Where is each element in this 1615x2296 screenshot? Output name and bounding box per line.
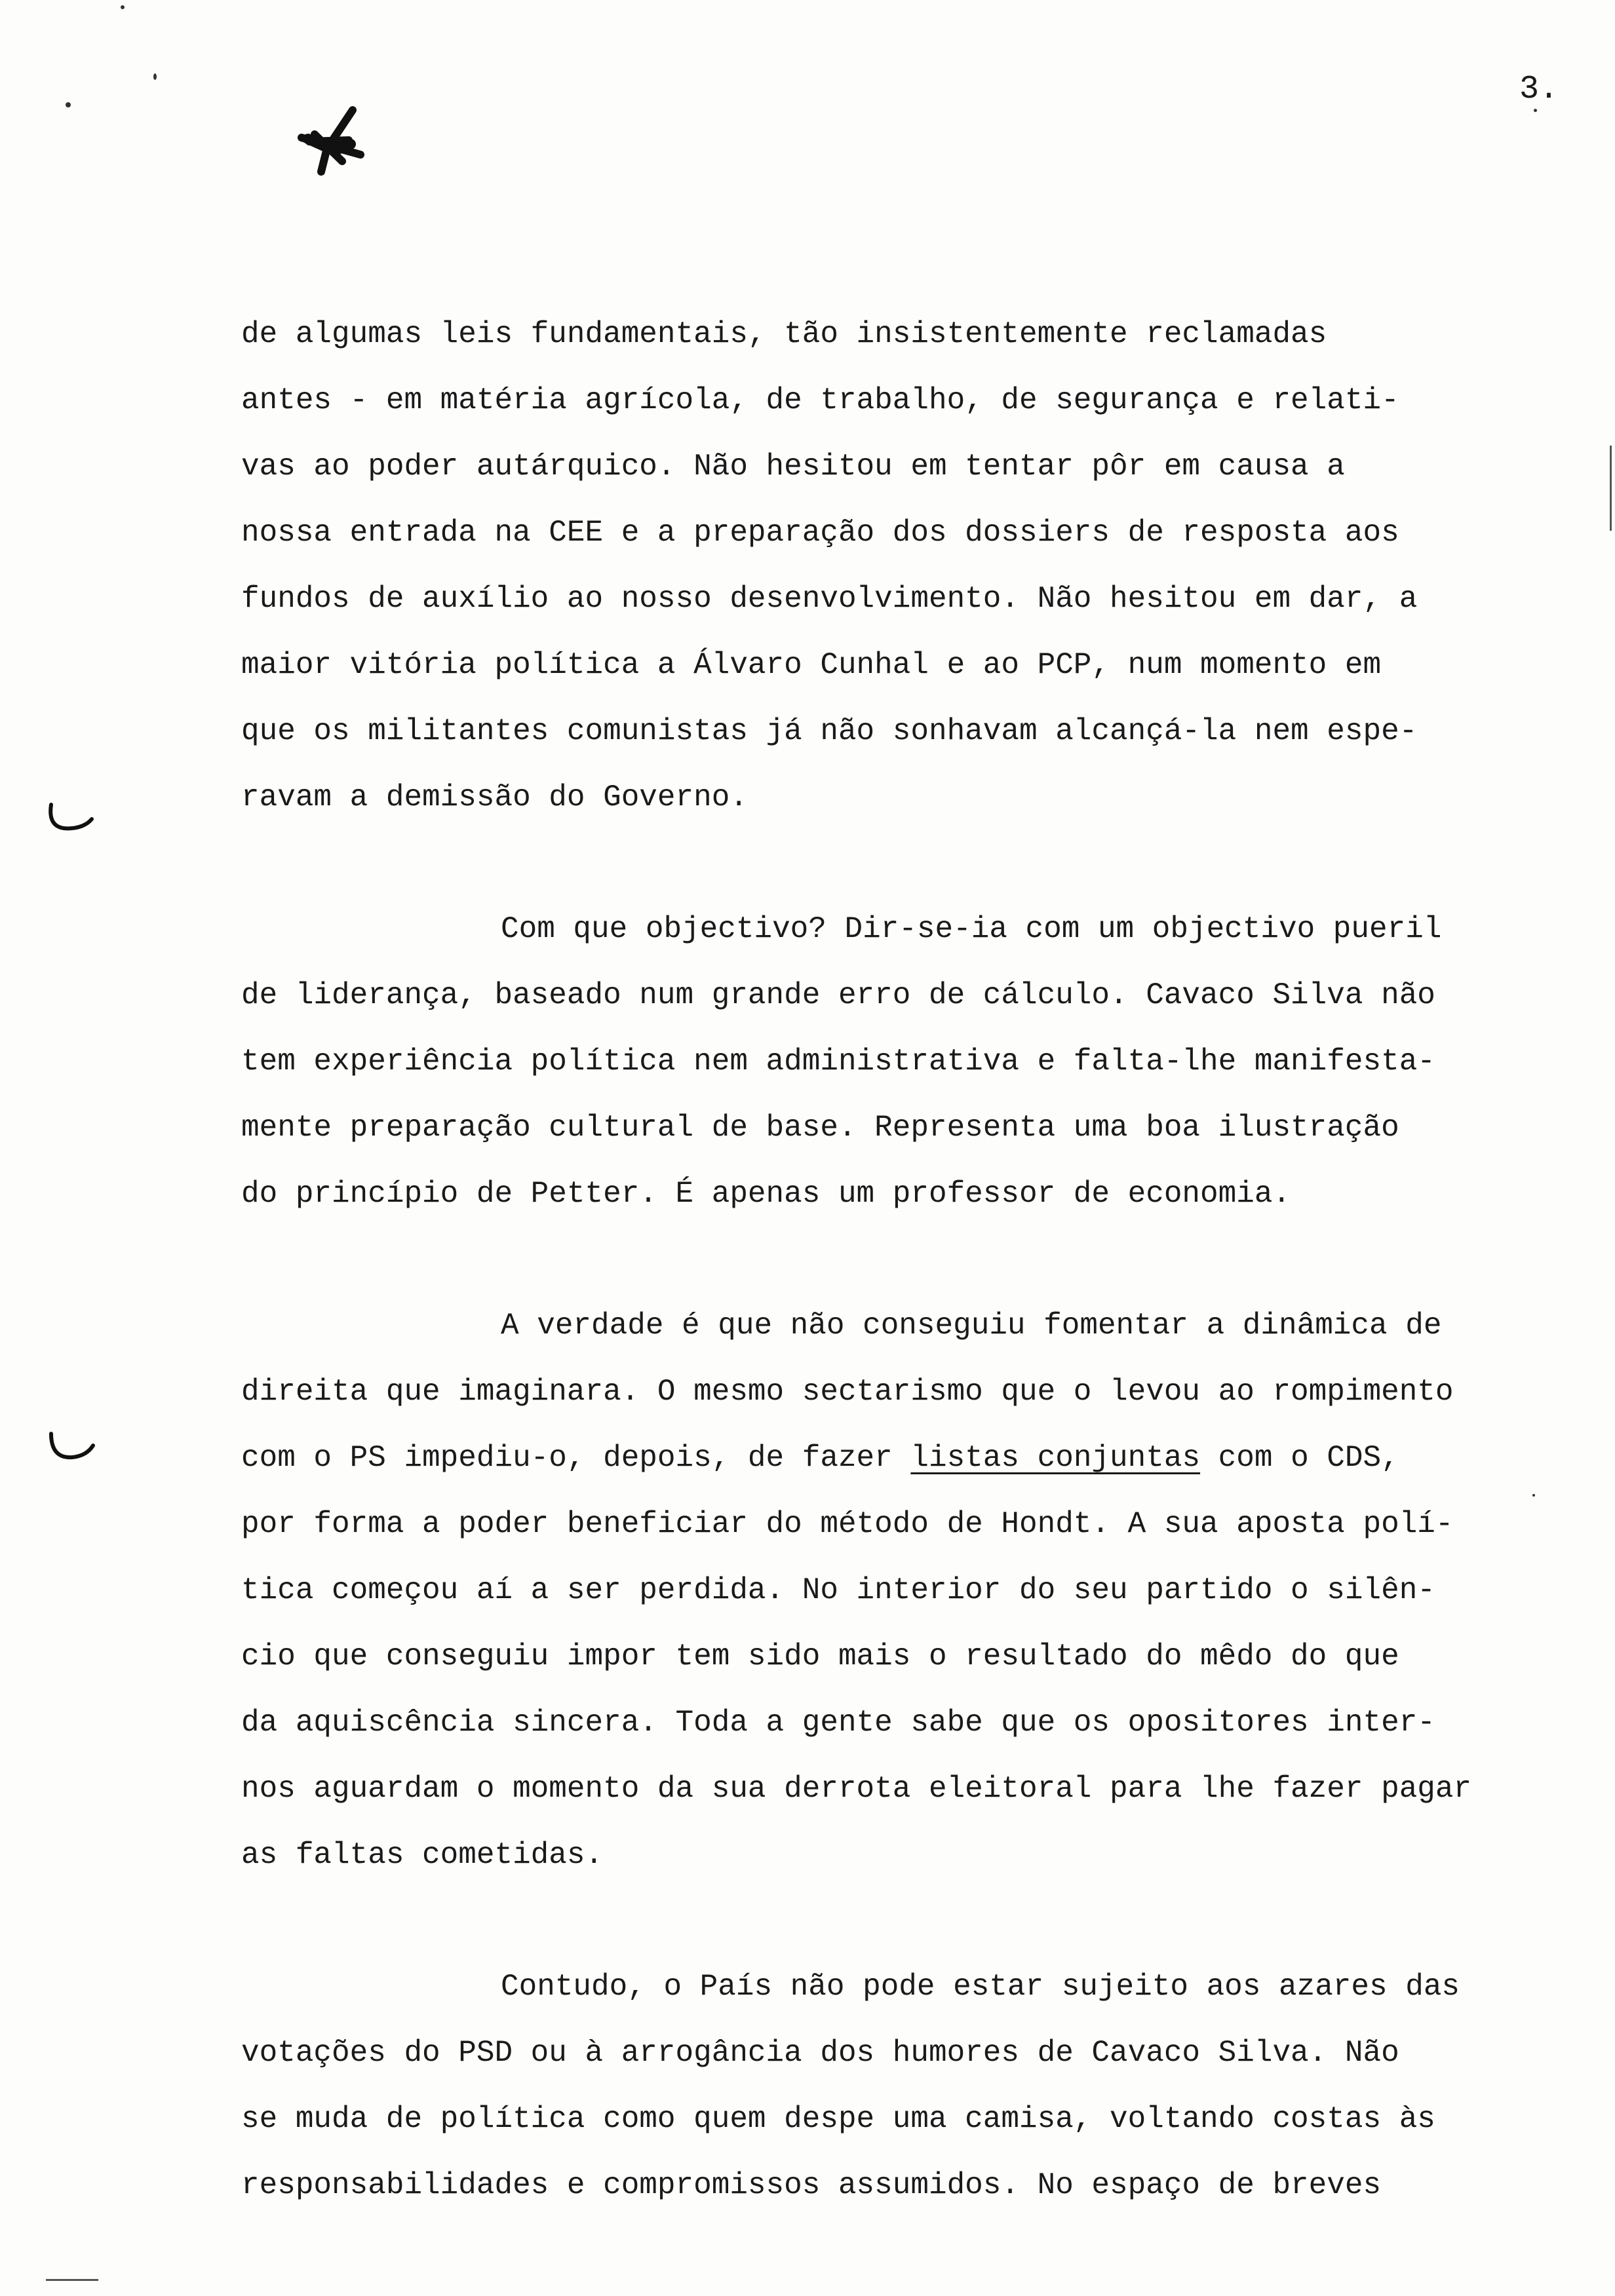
text-line: antes - em matéria agrícola, de trabalho, de segurança e relati-: [241, 383, 1399, 417]
scan-edge-line: [1610, 446, 1612, 531]
text-line: tem experiência política nem administrativa e falta-lhe manifesta-: [241, 1044, 1435, 1079]
text-line: que os militantes comunistas já não sonhavam alcançá-la nem espe-: [241, 714, 1418, 748]
scan-speck: [153, 73, 157, 80]
text-line: fundos de auxílio ao nosso desenvolvimento. Não hesitou em dar, a: [241, 582, 1418, 616]
scan-speck: [66, 102, 71, 107]
text-line-with-underline: [241, 1425, 1591, 1491]
scan-edge-line: [46, 2279, 98, 2281]
text-line: do princípio de Petter. É apenas um professor de economia.: [241, 1177, 1291, 1211]
text-line: tica começou aí a ser perdida. No interior do seu partido o silên-: [241, 1573, 1435, 1607]
margin-crescent-mark-2: [46, 1428, 98, 1468]
text-line: se muda de política como quem despe uma camisa, voltando costas às: [241, 2102, 1435, 2136]
margin-crescent-mark-1: [46, 799, 98, 839]
text-line: A verdade é que não conseguiu fomentar a dinâmica de: [501, 1309, 1442, 1343]
text-line: as faltas cometidas.: [241, 1838, 604, 1872]
underlined-phrase: listas conjuntas: [910, 1441, 1201, 1475]
text-line: Com que objectivo? Dir-se-ia com um objectivo pueril: [501, 912, 1442, 946]
text-line: responsabilidades e compromissos assumidos. No espaço de breves: [241, 2168, 1382, 2202]
text-segment: com o CDS,: [1200, 1441, 1399, 1475]
text-line: por forma a poder beneficiar do método de Hondt. A sua aposta polí-: [241, 1507, 1454, 1541]
scan-speck: [1534, 109, 1537, 112]
handwritten-cross-mark: [288, 98, 380, 183]
text-line: maior vitória política a Álvaro Cunhal e ao PCP, num momento em: [241, 648, 1382, 682]
text-line: direita que imaginara. O mesmo sectarismo que o levou ao rompimento: [241, 1375, 1454, 1409]
text-line: ravam a demissão do Governo.: [241, 780, 748, 814]
text-segment: com o PS impediu-o, depois, de fazer: [241, 1441, 911, 1475]
text-line: mente preparação cultural de base. Representa uma boa ilustração: [241, 1111, 1399, 1145]
page-number: 3.: [1519, 71, 1559, 108]
scan-speck: [121, 5, 125, 9]
text-line: de algumas leis fundamentais, tão insistentemente reclamadas: [241, 317, 1327, 351]
text-line: da aquiscência sincera. Toda a gente sabe que os opositores inter-: [241, 1706, 1435, 1740]
paragraph-3: [241, 1293, 1591, 1888]
text-line: vas ao poder autárquico. Não hesitou em tentar pôr em causa a: [241, 450, 1345, 484]
text-line: votações do PSD ou à arrogância dos humores de Cavaco Silva. Não: [241, 2036, 1399, 2070]
paragraph-4: [241, 1954, 1591, 2219]
text-line: nossa entrada na CEE e a preparação dos dossiers de resposta aos: [241, 516, 1399, 550]
text-line: nos aguardam o momento da sua derrota eleitoral para lhe fazer pagar: [241, 1772, 1472, 1806]
paragraph-1: [241, 301, 1591, 831]
document-body: [241, 301, 1591, 2284]
paragraph-2: [241, 896, 1591, 1227]
text-line: Contudo, o País não pode estar sujeito aos azares das: [501, 1970, 1460, 2004]
text-line: de liderança, baseado num grande erro de cálculo. Cavaco Silva não: [241, 978, 1435, 1012]
text-line: cio que conseguiu impor tem sido mais o resultado do mêdo do que: [241, 1639, 1399, 1674]
